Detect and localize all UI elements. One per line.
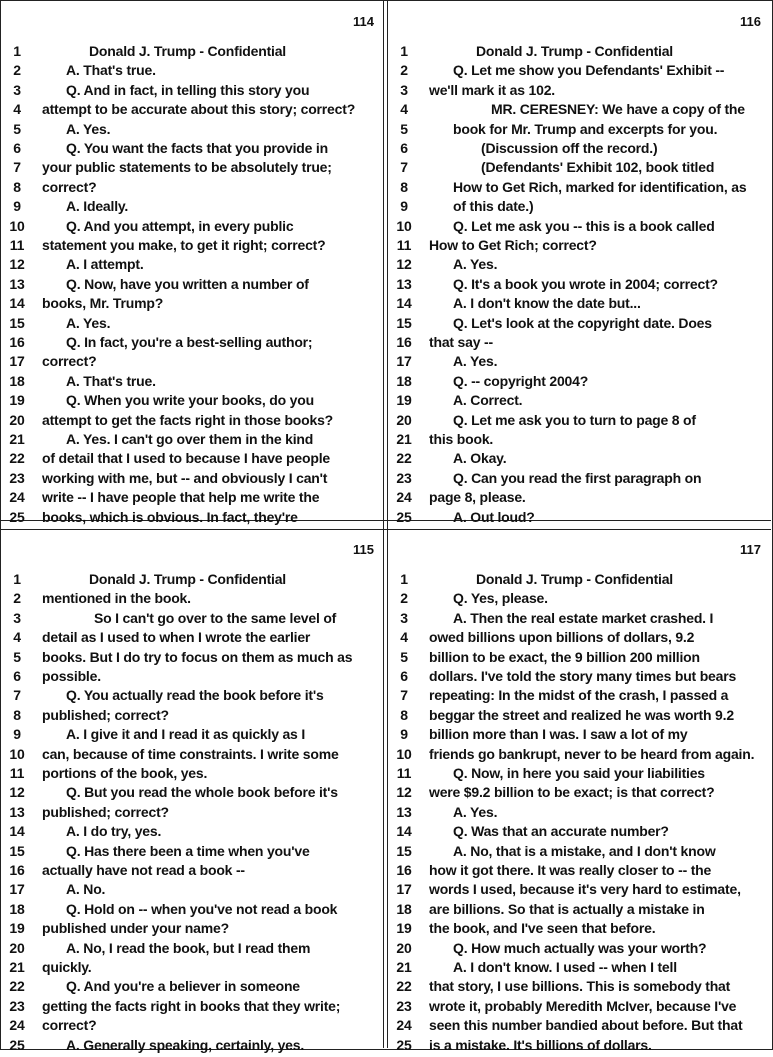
line-text: A. I do try, yes. [66, 823, 162, 840]
line-number: 11 [9, 765, 25, 781]
line-text: statement you make, to get it right; correct? [42, 237, 326, 253]
line-text: Donald J. Trump - Confidential [476, 43, 674, 59]
line-number: 13 [396, 803, 412, 820]
transcript-page [4, 532, 384, 1053]
page-number: 117 [740, 542, 761, 557]
line-number: 1 [400, 43, 408, 59]
line-number: 24 [396, 489, 412, 506]
line-number: 18 [396, 372, 412, 389]
line-number: 21 [396, 959, 412, 975]
line-text: friends go bankrupt, never to be heard from again. [429, 745, 755, 762]
line-number: 2 [13, 590, 21, 607]
line-text: that say -- [429, 334, 493, 350]
line-text: detail as I used to when I wrote the earlier [42, 629, 311, 646]
line-number: 4 [400, 101, 408, 118]
line-text: A. No, that is a mistake, and I don't know [453, 842, 716, 859]
line-text: working with me, but -- and obviously I can't [42, 469, 328, 486]
line-number: 17 [396, 353, 412, 370]
line-text: A. That's true. [66, 62, 156, 79]
line-number: 23 [396, 997, 412, 1014]
line-number: 5 [400, 120, 408, 137]
line-text: Q. Hold on -- when you've not read a book [66, 900, 338, 917]
line-number: 13 [9, 275, 25, 292]
line-text: are billions. So that is actually a mistake in [429, 900, 705, 917]
line-number: 3 [13, 609, 21, 626]
line-number: 12 [9, 256, 25, 273]
line-text: A. Ideally. [66, 198, 129, 215]
line-number: 25 [396, 508, 412, 525]
line-number: 21 [9, 431, 25, 447]
line-text: A. That's true. [66, 372, 156, 389]
line-number: 22 [396, 450, 412, 467]
line-number: 4 [13, 101, 21, 118]
line-text: repeating: In the midst of the crash, I passed a [429, 687, 729, 704]
line-text: A. Yes. [453, 803, 498, 820]
line-text: Q. And in fact, in telling this story you [66, 81, 310, 98]
line-text: seen this number bandied about before. But that [429, 1017, 743, 1034]
page-number: 116 [740, 14, 761, 29]
line-number: 15 [9, 842, 25, 859]
line-text: A. Yes. [66, 120, 111, 137]
line-number: 3 [400, 609, 408, 626]
line-number: 10 [9, 217, 25, 234]
line-text: Q. You want the facts that you provide in [66, 140, 328, 156]
line-number: 1 [400, 571, 408, 587]
line-number: 10 [396, 217, 412, 234]
line-number: 10 [396, 745, 412, 762]
line-number: 5 [13, 120, 21, 137]
line-number: 23 [9, 997, 25, 1014]
line-text: A. Yes. I can't go over them in the kind [66, 431, 314, 447]
line-number: 19 [9, 920, 25, 937]
line-text: correct? [42, 1017, 97, 1034]
line-number: 15 [396, 842, 412, 859]
line-text: write -- I have people that help me write the [42, 489, 320, 506]
line-number: 4 [400, 629, 408, 646]
line-number: 16 [9, 334, 25, 350]
line-number: 2 [13, 62, 21, 79]
line-text: A. Correct. [453, 392, 523, 409]
line-number: 1 [13, 571, 21, 587]
line-text: words I used, because it's very hard to estimate, [429, 881, 741, 898]
line-number: 24 [9, 489, 25, 506]
line-text: Q. Yes, please. [453, 590, 548, 607]
line-text: dollars. I've told the story many times but bears [429, 668, 737, 684]
line-text: A. Okay. [453, 450, 507, 467]
line-text: Q. Was that an accurate number? [453, 823, 669, 840]
line-number: 4 [13, 629, 21, 646]
line-text: getting the facts right in books that they write; [42, 997, 341, 1014]
line-number: 24 [9, 1017, 25, 1034]
line-text: owed billions upon billions of dollars, 9.2 [429, 629, 695, 646]
line-number: 8 [13, 706, 21, 723]
line-text: published under your name? [42, 920, 229, 937]
line-text: this book. [429, 431, 494, 447]
line-text: Q. How much actually was your worth? [453, 939, 707, 956]
line-text: Q. When you write your books, do you [66, 392, 314, 409]
line-text: Q. Let me ask you -- this is a book called [453, 217, 715, 234]
line-number: 10 [9, 745, 25, 762]
line-number: 20 [396, 411, 412, 428]
line-text: So I can't go over to the same level of [94, 609, 337, 626]
line-number: 15 [9, 314, 25, 331]
line-text: A. I don't know. I used -- when I tell [453, 959, 677, 975]
line-text: books, Mr. Trump? [42, 295, 164, 312]
line-number: 3 [13, 81, 21, 98]
line-number: 9 [400, 198, 408, 215]
line-text: Q. But you read the whole book before it's [66, 784, 338, 801]
line-number: 24 [396, 1017, 412, 1034]
line-text: were $9.2 billion to be exact; is that correct? [429, 784, 715, 801]
line-number: 9 [400, 726, 408, 743]
line-number: 12 [9, 784, 25, 801]
line-number: 21 [9, 959, 25, 975]
line-number: 8 [400, 706, 408, 723]
line-number: 14 [396, 295, 412, 312]
line-number: 22 [9, 450, 25, 467]
line-text: of this date.) [453, 198, 534, 215]
line-text: is a mistake. It's billions of dollars. [429, 1036, 652, 1053]
line-text: how it got there. It was really closer to -- the [429, 862, 712, 878]
line-number: 9 [13, 726, 21, 743]
line-number: 20 [9, 939, 25, 956]
line-text: A. Yes. [453, 353, 498, 370]
line-number: 3 [400, 81, 408, 98]
line-number: 6 [400, 140, 408, 156]
line-number: 18 [396, 900, 412, 917]
line-number: 13 [9, 803, 25, 820]
line-text: Donald J. Trump - Confidential [476, 571, 674, 587]
line-number: 16 [396, 334, 412, 350]
line-text: A. I don't know the date but... [453, 295, 641, 312]
line-text: Q. Let me show you Defendants' Exhibit -- [453, 62, 725, 79]
line-number: 15 [396, 314, 412, 331]
line-number: 5 [400, 648, 408, 665]
line-text: Q. -- copyright 2004? [453, 372, 589, 389]
line-text: wrote it, probably Meredith McIver, because I've [429, 997, 737, 1014]
line-text: your public statements to be absolutely true; [42, 159, 332, 176]
transcript-page [4, 4, 384, 525]
line-number: 6 [13, 668, 21, 684]
transcript-page [391, 4, 771, 525]
line-text: we'll mark it as 102. [429, 81, 555, 98]
line-text: can, because of time constraints. I write some [42, 745, 339, 762]
line-number: 23 [396, 469, 412, 486]
line-number: 20 [9, 411, 25, 428]
line-text: mentioned in the book. [42, 590, 191, 607]
line-number: 18 [9, 900, 25, 917]
line-number: 2 [400, 590, 408, 607]
line-text: Q. It's a book you wrote in 2004; correct? [453, 275, 718, 292]
line-number: 8 [400, 178, 408, 195]
line-text: possible. [42, 668, 101, 684]
line-number: 11 [396, 765, 412, 781]
line-text: A. Out loud? [453, 508, 535, 525]
line-text: billion more than I was. I saw a lot of my [429, 726, 688, 743]
line-number: 12 [396, 256, 412, 273]
line-text: Q. Now, in here you said your liabilities [453, 765, 705, 781]
line-text: correct? [42, 178, 97, 195]
line-number: 17 [9, 881, 25, 898]
line-number: 11 [396, 237, 412, 253]
line-text: of detail that I used to because I have people [42, 450, 330, 467]
line-number: 16 [9, 862, 25, 878]
line-text: the book, and I've seen that before. [429, 920, 656, 937]
line-number: 14 [9, 295, 25, 312]
line-number: 13 [396, 275, 412, 292]
line-text: Q. Has there been a time when you've [66, 842, 310, 859]
line-number: 5 [13, 648, 21, 665]
line-text: published; correct? [42, 803, 169, 820]
line-text: Donald J. Trump - Confidential [89, 43, 287, 59]
line-text: correct? [42, 353, 97, 370]
line-text: actually have not read a book -- [42, 862, 245, 878]
line-text: Q. And you attempt, in every public [66, 217, 294, 234]
line-number: 19 [9, 392, 25, 409]
line-text: (Defendants' Exhibit 102, book titled [481, 159, 715, 176]
line-text: How to Get Rich, marked for identification, as [453, 178, 747, 195]
line-text: Q. Let me ask you to turn to page 8 of [453, 411, 696, 428]
line-number: 7 [13, 687, 21, 704]
line-text: portions of the book, yes. [42, 765, 208, 781]
line-text: A. No. [66, 881, 106, 898]
line-text: Donald J. Trump - Confidential [89, 571, 287, 587]
line-text: Q. You actually read the book before it's [66, 687, 324, 704]
line-number: 19 [396, 920, 412, 937]
line-number: 25 [9, 508, 25, 525]
line-text: How to Get Rich; correct? [429, 237, 597, 253]
line-number: 16 [396, 862, 412, 878]
line-number: 21 [396, 431, 412, 447]
line-number: 22 [396, 978, 412, 995]
line-text: beggar the street and realized he was worth 9.2 [429, 706, 734, 723]
line-text: billion to be exact, the 9 billion 200 million [429, 648, 700, 665]
line-text: A. No, I read the book, but I read them [66, 939, 311, 956]
line-text: A. Generally speaking, certainly, yes. [66, 1036, 305, 1053]
line-text: A. I give it and I read it as quickly as I [66, 726, 306, 743]
line-text: books. But I do try to focus on them as much as [42, 648, 353, 665]
line-number: 14 [9, 823, 25, 840]
line-number: 2 [400, 62, 408, 79]
line-text: A. Yes. [66, 314, 111, 331]
line-number: 7 [400, 159, 408, 176]
line-text: quickly. [42, 959, 92, 975]
line-number: 22 [9, 978, 25, 995]
transcript-page [391, 532, 771, 1053]
line-text: Q. Let's look at the copyright date. Does [453, 314, 712, 331]
line-number: 6 [400, 668, 408, 684]
line-text: MR. CERESNEY: We have a copy of the [491, 101, 745, 118]
page-number: 115 [353, 542, 374, 557]
line-text: A. Then the real estate market crashed. I [453, 609, 714, 626]
line-number: 12 [396, 784, 412, 801]
line-number: 25 [396, 1036, 412, 1053]
line-text: published; correct? [42, 706, 169, 723]
line-text: attempt to get the facts right in those books? [42, 411, 334, 428]
line-text: book for Mr. Trump and excerpts for you. [453, 120, 718, 137]
line-number: 1 [13, 43, 21, 59]
line-number: 17 [396, 881, 412, 898]
line-number: 18 [9, 372, 25, 389]
line-text: Q. Can you read the first paragraph on [453, 469, 702, 486]
line-number: 8 [13, 178, 21, 195]
line-number: 6 [13, 140, 21, 156]
line-number: 7 [13, 159, 21, 176]
line-text: page 8, please. [429, 489, 526, 506]
line-number: 7 [400, 687, 408, 704]
line-number: 17 [9, 353, 25, 370]
line-text: (Discussion off the record.) [481, 140, 658, 156]
line-number: 9 [13, 198, 21, 215]
line-number: 20 [396, 939, 412, 956]
line-text: Q. In fact, you're a best-selling author; [66, 334, 313, 350]
page-number: 114 [353, 14, 374, 29]
line-text: attempt to be accurate about this story; correct? [42, 101, 356, 118]
line-text: A. I attempt. [66, 256, 144, 273]
line-text: Q. And you're a believer in someone [66, 978, 300, 995]
line-number: 19 [396, 392, 412, 409]
line-text: that story, I use billions. This is somebody that [429, 978, 731, 995]
line-text: books, which is obvious. In fact, they're [42, 508, 298, 525]
line-number: 14 [396, 823, 412, 840]
line-number: 25 [9, 1036, 25, 1053]
line-number: 11 [9, 237, 25, 253]
line-number: 23 [9, 469, 25, 486]
line-text: A. Yes. [453, 256, 498, 273]
line-text: Q. Now, have you written a number of [66, 275, 309, 292]
